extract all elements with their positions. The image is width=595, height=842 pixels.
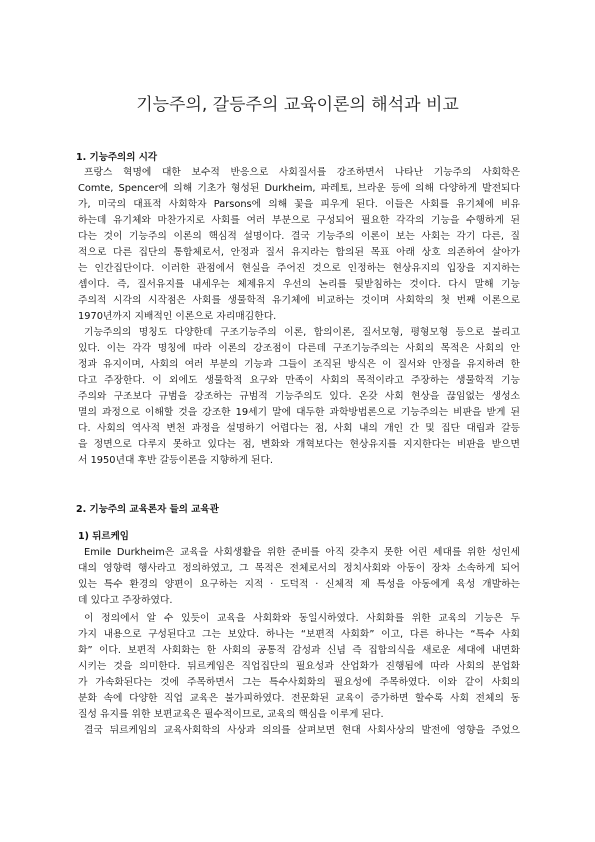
text-line: 하는데 유기체와 마찬가지로 사회를 여러 부분으로 구성되어 필요한 각각의 기능을 수행하게 된 xyxy=(78,215,520,226)
text-line: 가, 미국의 대표적 사회학자 Parsons에 의해 꽃을 피우게 된다. 이들은 사회를 유기체에 비유 xyxy=(78,199,520,210)
text-line: 대의 영향력 행사라고 정의하였고, 그 목적은 전체로서의 정치사회와 아동이 장차 소속하게 되어 xyxy=(78,563,520,574)
text-line: 화” 이다. 보편적 사회화는 한 사회의 공통적 감성과 신념 즉 집합의식을 새로운 세대에 내면화 xyxy=(78,645,520,656)
subsection-heading-durkheim: 1) 뒤르케임 xyxy=(78,531,129,542)
text-line: 셈이다. 즉, 질서유지를 내세우는 체제유지 우선의 논리를 뒷받침하는 것이다. 다시 말해 기능 xyxy=(78,279,520,290)
text-line: 있다. 이는 각각 명칭에 따라 이론의 강조점이 다른데 구조기능주의는 사회의 목적은 사회의 안 xyxy=(78,343,520,354)
text-line: 다고 주장한다. 이 외에도 생물학적 요구와 만족이 사회의 목적이라고 주장하는 생물학적 기능 xyxy=(78,375,520,386)
text-line: 가지 내용으로 구성된다고 그는 보았다. 하나는 “보편적 사회화” 이고, 다른 하나는 “특수 사회 xyxy=(78,629,520,640)
text-line: 시키는 것을 의미한다. 뒤르케임은 직업집단의 필요성과 산업화가 진행됨에 따라 사회의 분업화 xyxy=(78,661,520,672)
text-line: 다. 사회의 역사적 변천 과정을 설명하기 어렵다는 점, 사회 내의 개인 간 및 집단 대립과 갈등 xyxy=(78,423,520,434)
text-line: 1970년까지 지배적인 이론으로 자리매김한다. xyxy=(78,311,277,322)
text-line: 멸의 과정으로 이해할 것을 강조한 19세기 말에 대두한 과학방법론으로 기능주의는 비판을 받게 된 xyxy=(78,407,520,418)
text-line: 데 있다고 주장하였다. xyxy=(78,595,173,606)
text-line: 가 가속화된다는 것에 주목하면서 그는 특수사회화의 필요성에 주목하였다. 이와 같이 사회의 xyxy=(78,677,520,688)
text-line: 프랑스 혁명에 대한 보수적 반응으로 사회질서를 강조하면서 나타난 기능주의 사회학은 xyxy=(84,167,520,178)
text-line: Emile Durkheim은 교육을 사회생활을 위한 준비를 아직 갖추지 못한 어린 세대를 위한 성인세 xyxy=(84,547,520,558)
text-line: Comte, Spencer에 의해 기초가 형성된 Durkheim, 파레토, 브라운 등에 의해 다양하게 발전되다 xyxy=(78,183,520,194)
text-line: 주의적 시각의 시작점은 사회를 생물학적 유기체에 비교하는 것이며 사회학의 첫 번째 이론으로 xyxy=(78,295,520,306)
text-line: 분화 속에 다양한 직업 교육은 불가피하였다. 전문화된 교육이 증가하면 할수록 사회 전체의 동 xyxy=(78,693,520,704)
section-heading-functionalist-educators: 2. 기능주의 교육론자 들의 교육관 xyxy=(76,504,219,515)
section-heading-functionalism-perspective: 1. 기능주의의 시각 xyxy=(76,152,158,163)
paragraph xyxy=(78,545,520,609)
text-line: 결국 뒤르케임의 교육사회학의 사상과 의의를 살펴보면 현대 사회사상의 발전에 영향을 주었으 xyxy=(84,725,520,736)
paragraph xyxy=(78,723,520,739)
text-line: 이 정의에서 알 수 있듯이 교육을 사회화와 동일시하였다. 사회화를 위한 교육의 기능은 두 xyxy=(84,613,520,624)
text-line: 질성 유지를 위한 보편교육은 필수적이므로, 교육의 핵심을 이루게 된다. xyxy=(78,709,384,720)
text-line: 는 인간집단이다. 이러한 관점에서 현실을 주어진 것으로 인정하는 현상유지의 입장을 지지하는 xyxy=(78,263,520,274)
paragraph xyxy=(78,325,520,469)
text-line: 을 정면으로 다루지 못하고 있다는 점, 변화와 개혁보다는 현상유지를 지지한다는 비판을 받으면 xyxy=(78,439,520,450)
text-line: 다는 것이 기능주의 이론의 핵심적 설명이다. 결국 기능주의 이론이 보는 사회는 각기 다른, 질 xyxy=(78,231,520,242)
text-line: 주의와 구조보다 규범을 강조하는 규범적 기능주의도 있다. 온갖 사회 현상을 끊임없는 생성소 xyxy=(78,391,520,402)
document-title: 기능주의, 갈등주의 교육이론의 해석과 비교 xyxy=(136,95,459,115)
paragraph xyxy=(78,165,520,325)
text-line: 서 1950년대 후반 갈등이론을 지향하게 된다. xyxy=(78,455,274,466)
text-line: 적으로 다른 집단의 통합체로서, 안정과 질서 유지라는 합의된 목표 아래 상호 의존하여 살아가 xyxy=(78,247,520,258)
text-line: 기능주의의 명칭도 다양한데 구조기능주의 이론, 합의이론, 질서모형, 평형모형 등으로 불리고 xyxy=(84,327,520,338)
text-line: 정과 유지이며, 사회의 여러 부분의 기능과 그들이 조직된 방식은 이 질서와 안정을 유지하려 한 xyxy=(78,359,520,370)
text-line: 있는 특수 환경의 양편이 요구하는 지적 · 도덕적 · 신체적 제 특성을 아동에게 육성 개발하는 xyxy=(78,579,520,590)
paragraph xyxy=(78,611,520,723)
